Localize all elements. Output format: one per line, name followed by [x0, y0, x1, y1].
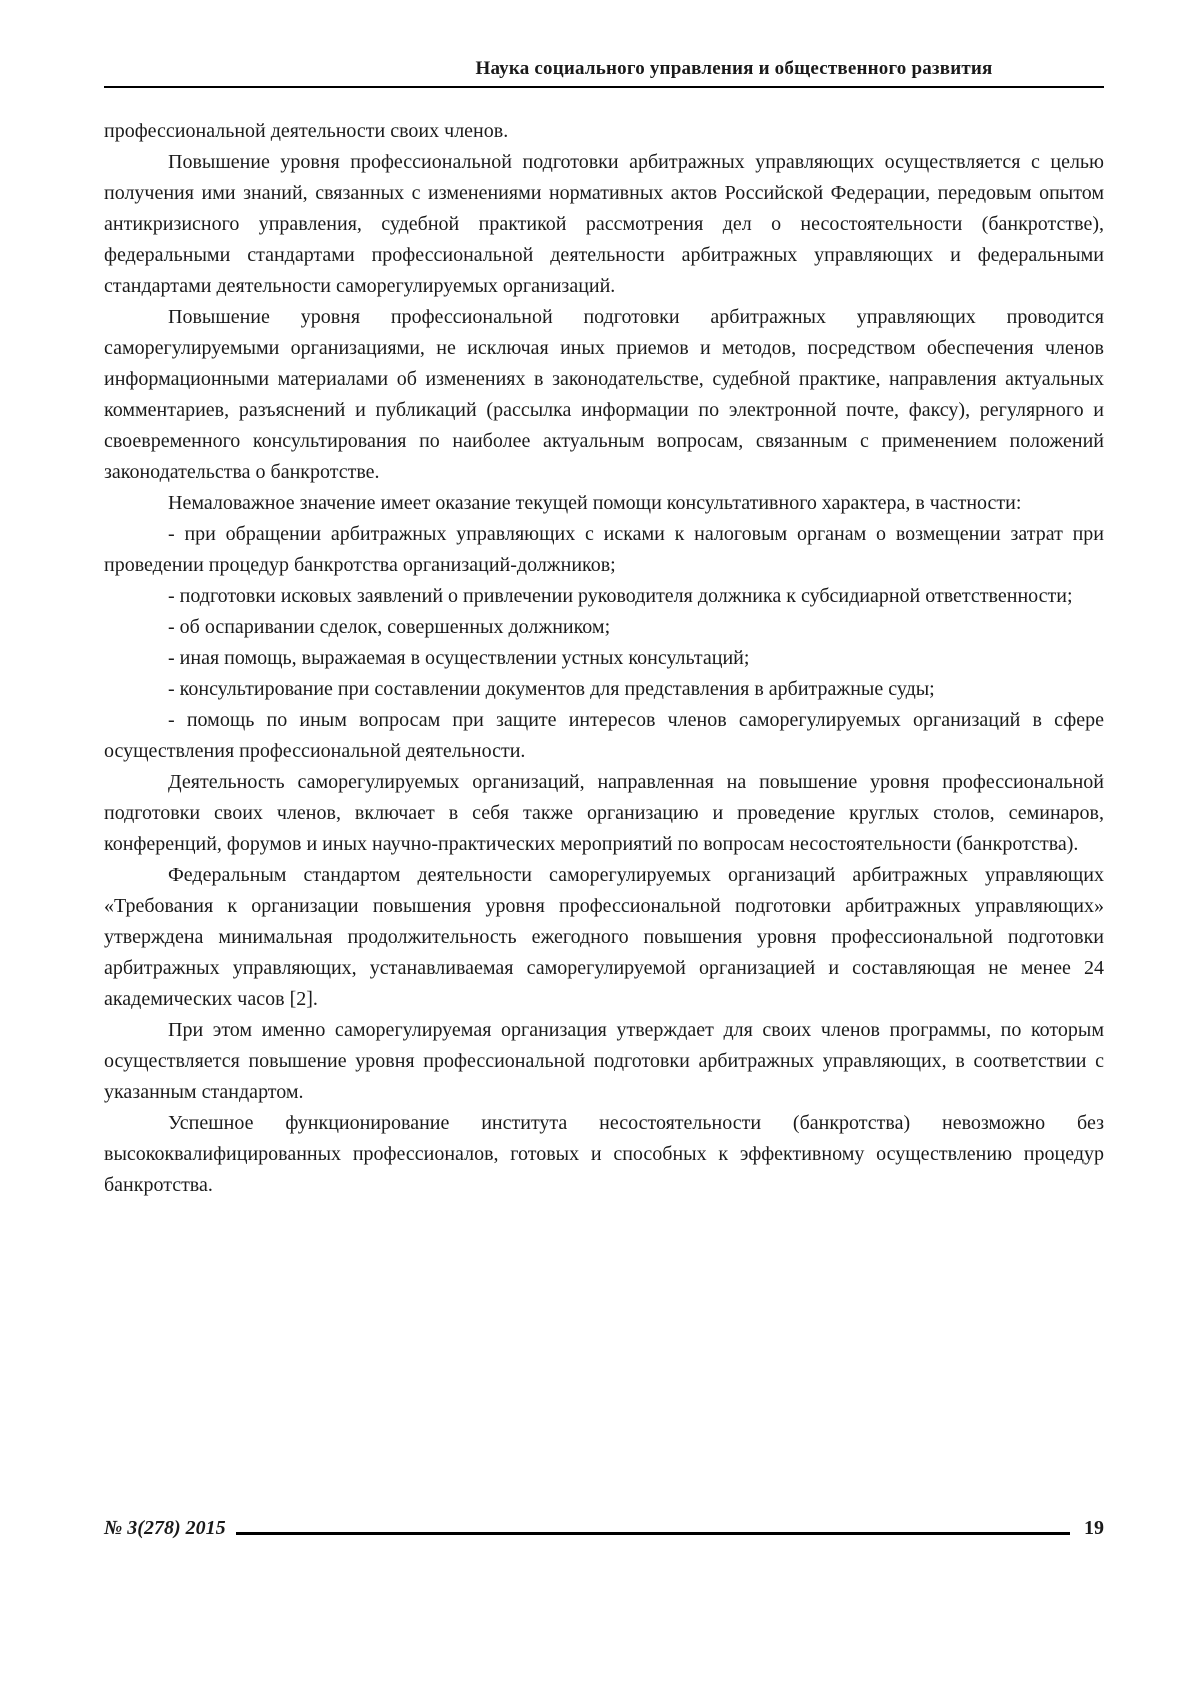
page-header [104, 58, 1104, 88]
list-item-paragraph: - иная помощь, выражаемая в осуществлении устных консультаций; [168, 647, 750, 669]
body-paragraph: Успешное функционирование института несостоятельности (банкротства) невозможно без высококвалифицированных профессионалов, готовых и способных к эффективному осуществлению процедур банкротства. [104, 1112, 1104, 1196]
list-item-paragraph: - подготовки исковых заявлений о привлечении руководителя должника к субсидиарной ответственности; [168, 585, 1073, 607]
footer-rule [236, 1532, 1070, 1535]
journal-title: Наука социального управления и общественного развития [475, 58, 993, 79]
body-paragraph: Деятельность саморегулируемых организаций, направленная на повышение уровня профессиональной подготовки своих членов, включает в себя также организацию и проведение круглых столов, семинаров, конференций, форумов и иных научно-практических мероприятий по вопросам несостоятельности (банкротства). [104, 771, 1104, 855]
list-item-paragraph: - помощь по иным вопросам при защите интересов членов саморегулируемых организаций в сфере осуществления профессиональной деятельности. [104, 709, 1104, 762]
page-footer [104, 1517, 1104, 1540]
body-paragraph: профессиональной деятельности своих членов. [104, 120, 509, 142]
body-text [104, 116, 1104, 1201]
list-item-paragraph: - консультирование при составлении документов для представления в арбитражные суды; [168, 678, 935, 700]
body-paragraph: Немаловажное значение имеет оказание текущей помощи консультативного характера, в частности: [168, 492, 1022, 514]
body-paragraph: При этом именно саморегулируемая организация утверждает для своих членов программы, по которым осуществляется повышение уровня профессиональной подготовки арбитражных управляющих, в соответствии с указанным стандартом. [104, 1019, 1104, 1103]
list-item-paragraph: - при обращении арбитражных управляющих с исками к налоговым органам о возмещении затрат при проведении процедур банкротства организаций-должников; [104, 523, 1104, 576]
body-paragraph: Повышение уровня профессиональной подготовки арбитражных управляющих проводится саморегулируемыми организациями, не исключая иных приемов и методов, посредством обеспечения членов информационными материалами об изменениях в законодательстве, судебной практике, направления актуальных комментариев, разъяснений и публикаций (рассылка информации по электронной почте, факсу), регулярного и своевременного консультирования по наиболее актуальным вопросам, связанным с применением положений законодательства о банкротстве. [104, 306, 1104, 483]
body-paragraph: Повышение уровня профессиональной подготовки арбитражных управляющих осуществляется с целью получения ими знаний, связанных с изменениями нормативных актов Российской Федерации, передовым опытом антикризисного управления, судебной практикой рассмотрения дел о несостоятельности (банкротстве), федеральными стандартами профессиональной деятельности арбитражных управляющих и федеральными стандартами деятельности саморегулируемых организаций. [104, 151, 1104, 297]
list-item-paragraph: - об оспаривании сделок, совершенных должником; [168, 616, 611, 638]
page-number: 19 [1084, 1517, 1104, 1539]
issue-label: № 3(278) 2015 [104, 1517, 226, 1539]
body-paragraph: Федеральным стандартом деятельности саморегулируемых организаций арбитражных управляющих «Требования к организации повышения уровня профессиональной подготовки арбитражных управляющих» утверждена минимальная продолжительность ежегодного повышения уровня профессиональной подготовки арбитражных управляющих, устанавливаемая саморегулируемой организацией и составляющая не менее 24 академических часов [2]. [104, 864, 1104, 1010]
